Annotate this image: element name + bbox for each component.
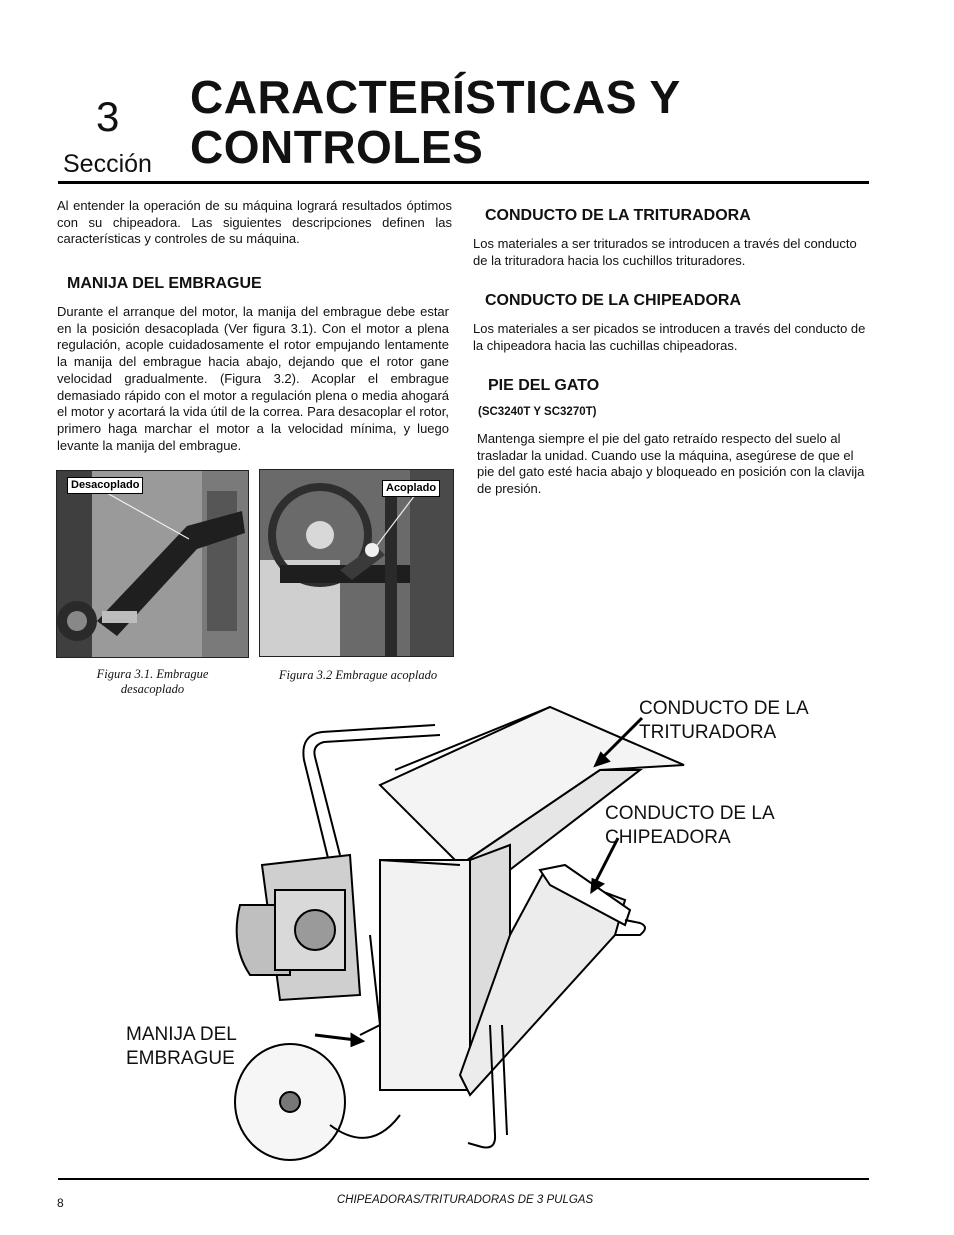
callout-shredder-chute — [639, 697, 809, 745]
jack-foot-models: (SC3240T Y SC3270T) — [478, 406, 597, 418]
figure2-caption: Figura 3.2 Embrague acoplado — [278, 668, 438, 682]
jack-foot-heading: PIE DEL GATO — [488, 377, 600, 394]
figure1-tag: Desacoplado — [67, 477, 143, 494]
clutch-engaged-photo — [260, 470, 453, 656]
header-rule — [58, 181, 869, 184]
shredder-chute-paragraph: Los materiales a ser triturados se introducen a través del conducto de la trituradora hacia los cuchillos trituradores. — [473, 236, 857, 268]
footer-rule — [58, 1178, 869, 1180]
figure-clutch-disengaged — [56, 470, 249, 658]
callout-chipper-chute — [605, 802, 775, 850]
intro-paragraph: Al entender la operación de su máquina logrará resultados óptimos con su chipeadora. Las siguientes descripciones definen las características y controles de su máquina. — [57, 198, 452, 247]
footer-title: CHIPEADORAS/TRITURADORAS DE 3 PULGAS — [336, 1194, 594, 1206]
page-title — [190, 72, 681, 172]
callout-shredder-line1: CONDUCTO DE LA — [639, 698, 809, 719]
callout-chipper-line2: CHIPEADORA — [605, 827, 731, 848]
section-number: 3 — [96, 93, 120, 140]
figure-clutch-engaged — [259, 469, 454, 657]
page-number: 8 — [57, 1196, 64, 1210]
callout-shredder-line2: TRITURADORA — [639, 722, 777, 743]
clutch-paragraph: Durante el arranque del motor, la manija del embrague debe estar en la posición desacoplada (Ver figura 3.1). Con el motor a plena regulación, acople cuidadosamente el rotor empujando lentamente la manija del embrague hacia abajo, dejando que el rotor gane velocidad gradualmente. (Figura 3.2). Acoplar el embrague demasiado rápido con el motor a regulación plena o media ahogará el motor y acortará la vida útil de la correa. Para desacoplar el rotor, primero haga marchar el motor a la velocidad mínima, y luego levante la manija del embrague. — [57, 304, 449, 453]
chipper-shredder-illustration — [220, 695, 690, 1165]
page-title-line2: CONTROLES — [190, 121, 484, 173]
section-label: Sección — [63, 150, 152, 178]
clutch-disengaged-photo — [57, 471, 248, 657]
figure2-tag: Acoplado — [382, 480, 440, 497]
callout-clutch-line1: MANIJA DEL — [126, 1024, 237, 1045]
callout-chipper-line1: CONDUCTO DE LA — [605, 803, 775, 824]
jack-foot-paragraph: Mantenga siempre el pie del gato retraído respecto del suelo al trasladar la unidad. Cuando use la máquina, asegúrese de que el pie del gato esté hacia abajo y bloqueado en posición con la clavija de presión. — [477, 431, 865, 497]
figure1-caption: Figura 3.1. Embrague desacoplado — [96, 667, 209, 696]
callout-clutch-handle — [126, 1023, 237, 1071]
clutch-heading: MANIJA DEL EMBRAGUE — [67, 275, 262, 292]
callout-clutch-line2: EMBRAGUE — [126, 1048, 235, 1069]
shredder-chute-heading: CONDUCTO DE LA TRITURADORA — [485, 207, 751, 224]
chipper-chute-paragraph: Los materiales a ser picados se introducen a través del conducto de la chipeadora hacia las cuchillas chipeadoras. — [473, 321, 866, 353]
chipper-chute-heading: CONDUCTO DE LA CHIPEADORA — [485, 292, 742, 309]
page-title-line1: CARACTERÍSTICAS Y — [190, 71, 681, 123]
